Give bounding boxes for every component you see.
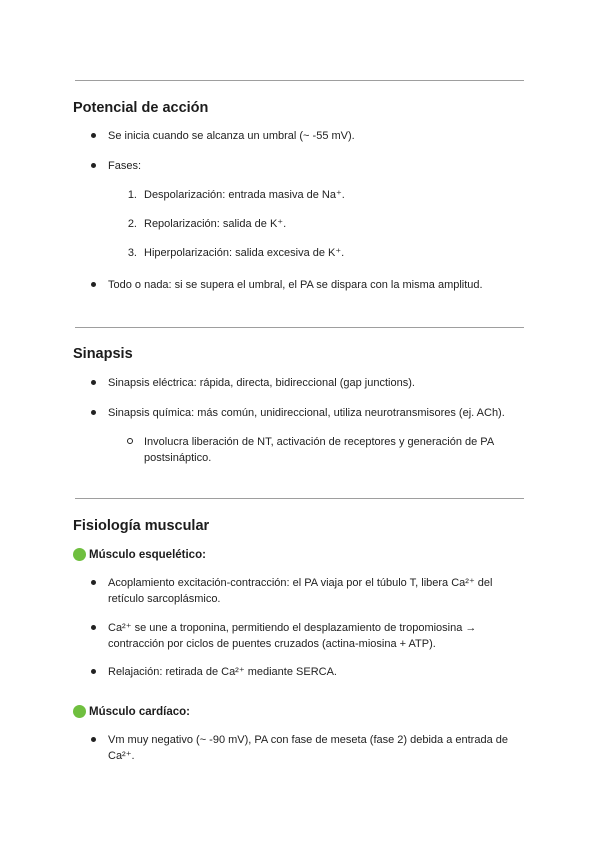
list-item: Ca²⁺ se une a troponina, permitiendo el desplazamiento de tropomiosina → contracción por ciclos de puentes cruzados (actina-miosina + ATP). [108, 622, 477, 650]
list-item: Relajación: retirada de Ca²⁺ mediante SERCA. [108, 666, 337, 678]
bullet [91, 737, 96, 742]
list-item: Fases: [108, 160, 142, 172]
bullet [91, 669, 96, 674]
bullet [91, 580, 96, 585]
list-item: Involucra liberación de NT, activación de receptores y generación de PA postsináptico. [144, 436, 494, 464]
divider [75, 498, 524, 499]
list-number: 1. [127, 189, 137, 201]
bullet [91, 410, 96, 415]
subsection-label: Músculo esquelético: [89, 548, 206, 561]
section-title-sinapsis: Sinapsis [73, 346, 133, 362]
divider [75, 327, 524, 328]
green-circle-icon [73, 548, 86, 561]
list-number: 2. [127, 218, 137, 230]
bullet [91, 163, 96, 168]
list-item: Todo o nada: si se supera el umbral, el PA se dispara con la misma amplitud. [108, 279, 483, 291]
list-item: Se inicia cuando se alcanza un umbral (~ -55 mV). [108, 130, 355, 142]
bullet [91, 380, 96, 385]
list-item: Vm muy negativo (~ -90 mV), PA con fase de meseta (fase 2) debida a entrada de Ca²⁺. [108, 734, 508, 762]
divider [75, 80, 524, 81]
green-circle-icon [73, 705, 86, 718]
list-item: Despolarización: entrada masiva de Na⁺. [144, 189, 345, 201]
subsection-label: Músculo cardíaco: [89, 705, 190, 718]
subsection-title-cardiaco [73, 705, 190, 718]
list-item: Acoplamiento excitación-contracción: el PA viaja por el túbulo T, libera Ca²⁺ del retículo sarcoplásmico. [108, 577, 493, 605]
section-title-potencial: Potencial de acción [73, 100, 209, 116]
list-item: Sinapsis eléctrica: rápida, directa, bidireccional (gap junctions). [108, 377, 415, 389]
list-item: Hiperpolarización: salida excesiva de K⁺. [144, 247, 345, 259]
subsection-title-esqueletico [73, 548, 206, 561]
bullet [91, 282, 96, 287]
list-item: Repolarización: salida de K⁺. [144, 218, 287, 230]
list-item: Sinapsis química: más común, unidireccional, utiliza neurotransmisores (ej. ACh). [108, 407, 505, 419]
section-title-fisiologia: Fisiología muscular [73, 518, 210, 534]
bullet [91, 625, 96, 630]
bullet [91, 133, 96, 138]
list-number: 3. [127, 247, 137, 259]
sub-bullet [127, 438, 133, 444]
